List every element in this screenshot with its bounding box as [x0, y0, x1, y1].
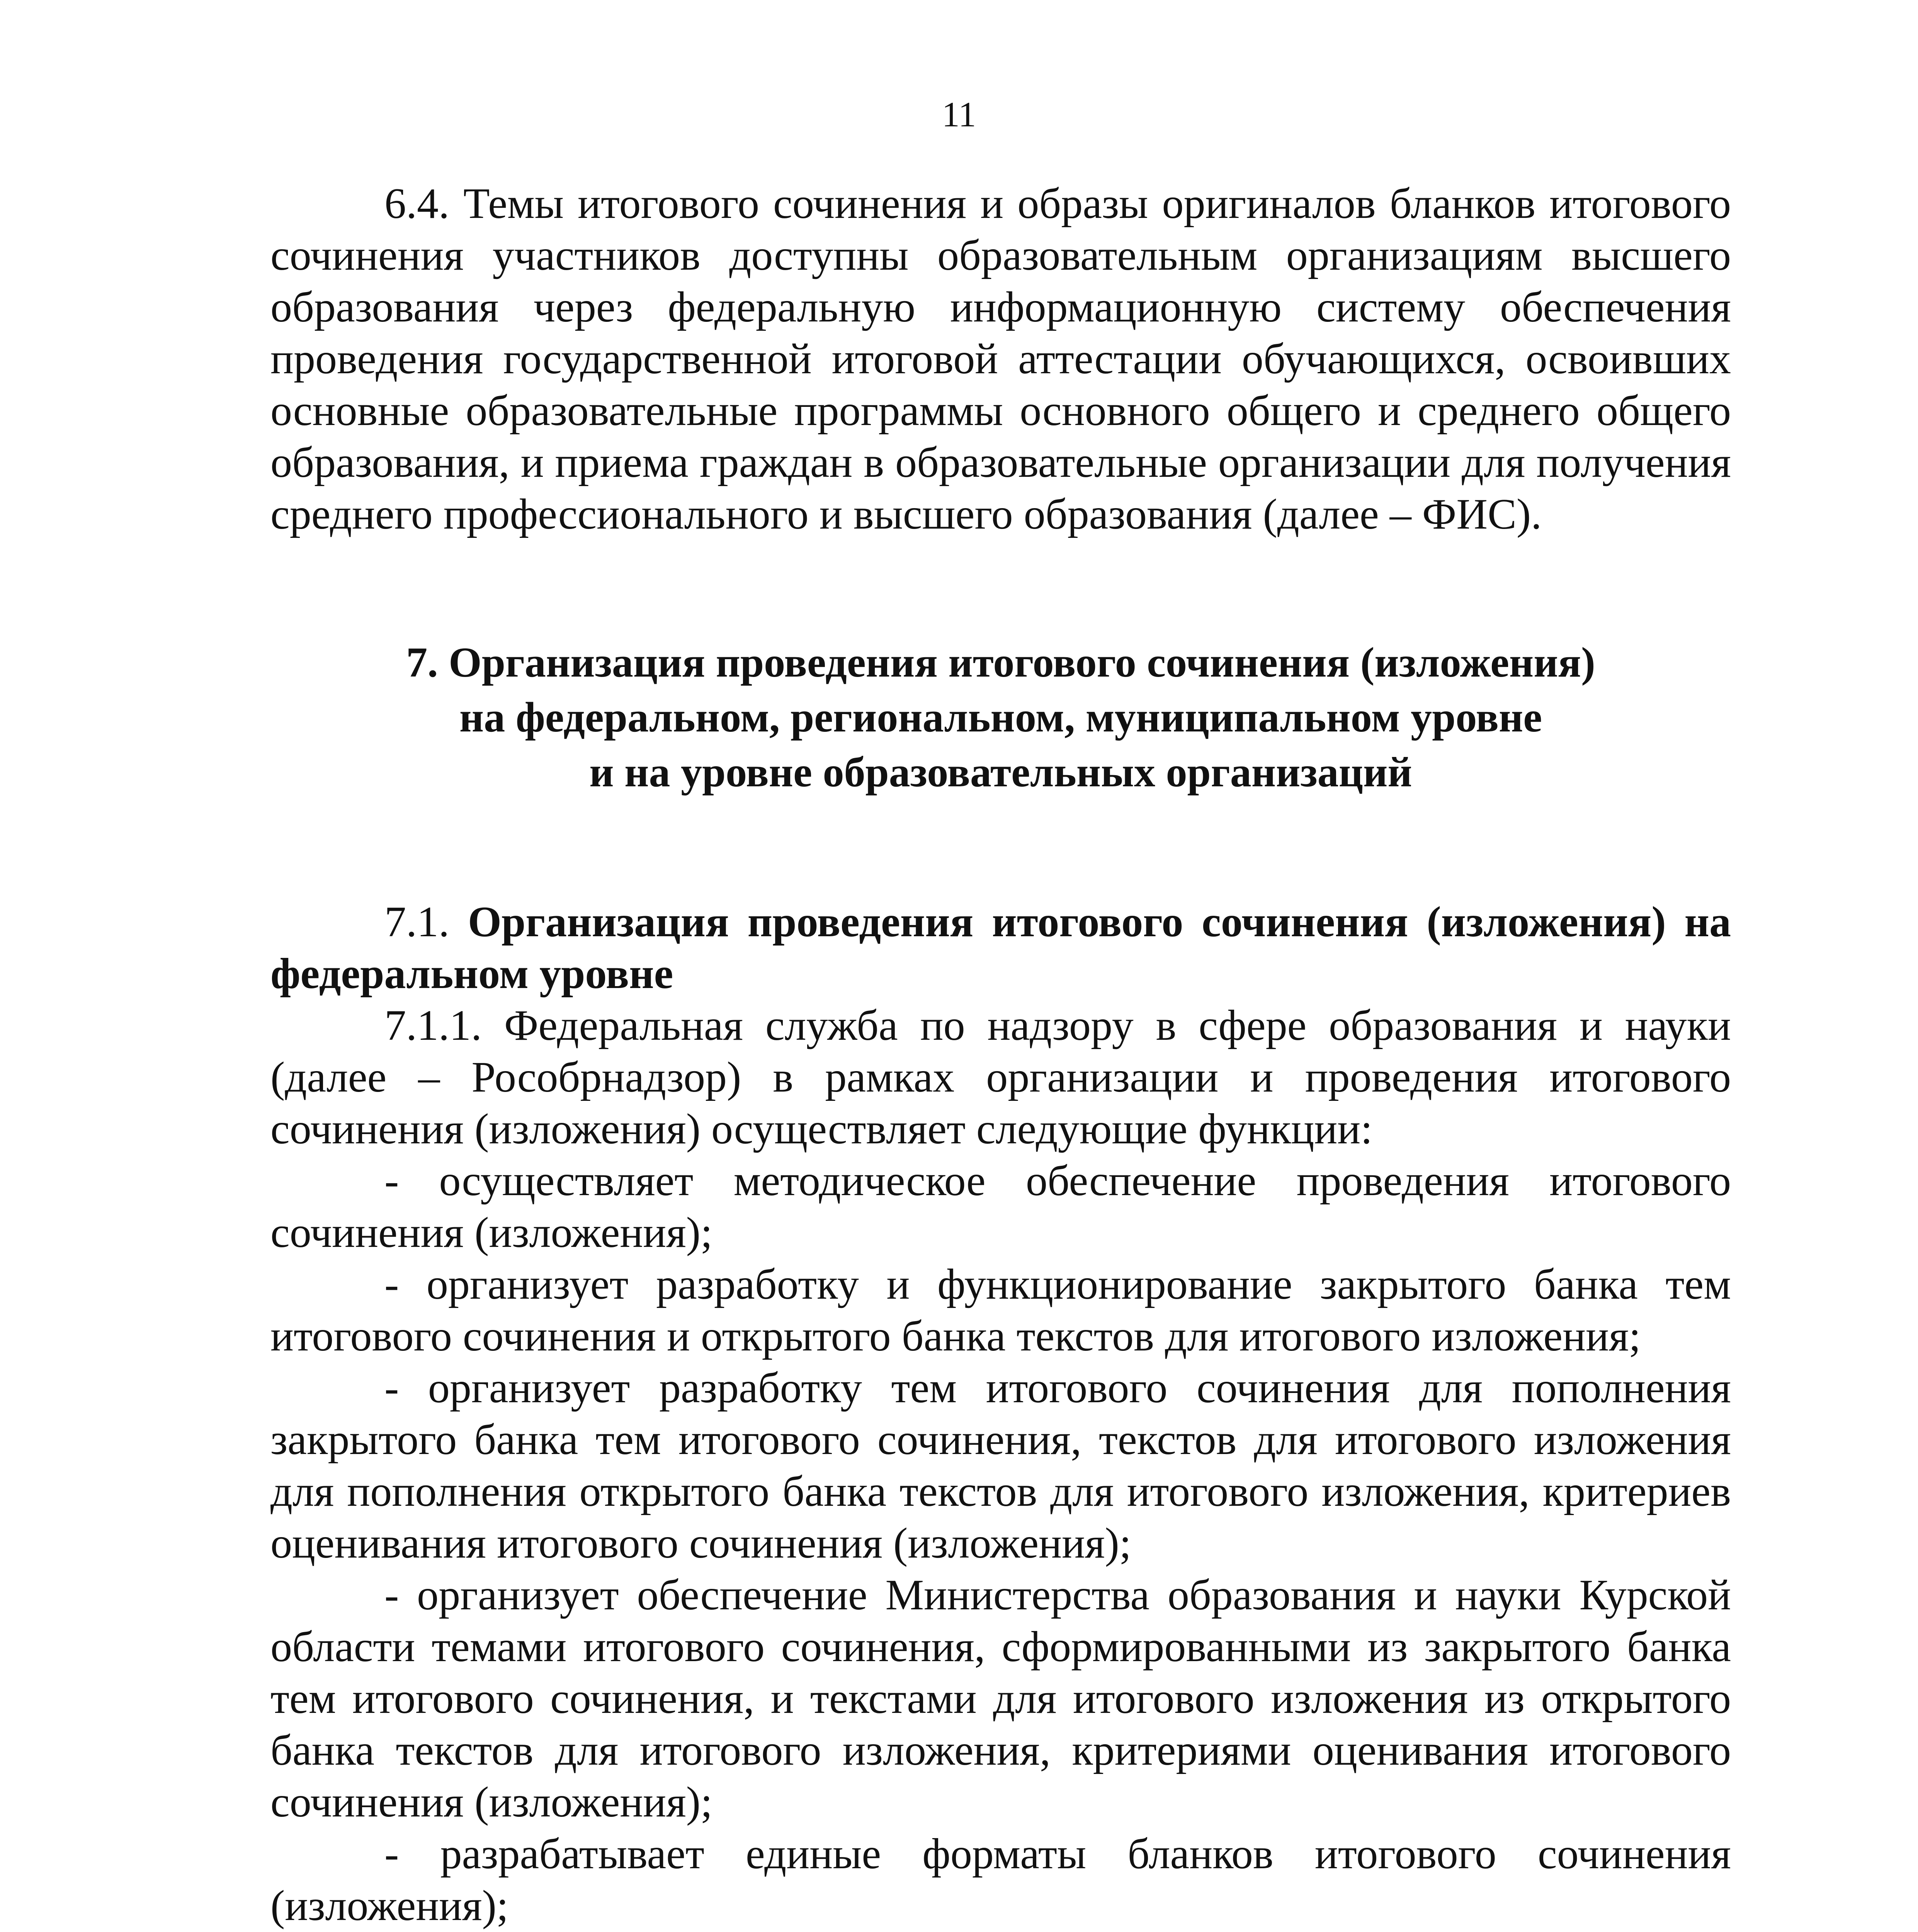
paragraph-7-1-1: 7.1.1. Федеральная служба по надзору в сфере образования и науки (далее – Рособрнадзор) в рамках организации и проведения итогового сочинения (изложения) осуществляет следующие функции: [270, 1002, 1731, 1153]
list-item: - организует разработку и функционирование закрытого банка тем итогового сочинения и открытого банка текстов для итогового изложения; [270, 1260, 1731, 1360]
paragraph-6-4: 6.4. Темы итогового сочинения и образы оригиналов бланков итогового сочинения участников доступны образовательным организациям высшего образования через федеральную информационную систему обеспечения проведения государственной итоговой аттестации обучающихся, освоивших основные образовательные программы основного общего и среднего общего образования, и приема граждан в образовательные организации для получения среднего профессионального и высшего образования (далее – ФИС). [270, 180, 1731, 538]
list-item: - организует обеспечение Министерства образования и науки Курской области темами итогового сочинения, сформированными из закрытого банка тем итогового сочинения, и текстами для итогового изложения из открытого банка текстов для итогового изложения, критериями оценивания итогового сочинения (изложения); [270, 1571, 1731, 1826]
page-content [270, 178, 1731, 1932]
section-7-heading-line: 7. Организация проведения итогового сочинения (изложения) [406, 639, 1595, 686]
section-7-heading [270, 635, 1731, 799]
subsection-7-1-number: 7.1. [384, 898, 449, 946]
subsection-7-1-title: Организация проведения итогового сочинения (изложения) на федеральном уровне [270, 898, 1731, 998]
functions-list [270, 1155, 1731, 1932]
page-number: 11 [942, 95, 976, 134]
list-item: - разрабатывает единые форматы бланков итогового сочинения (изложения); [270, 1830, 1731, 1930]
section-7-heading-line: на федеральном, региональном, муниципальном уровне [459, 694, 1542, 741]
section-7-heading-line: и на уровне образовательных организаций [589, 748, 1412, 796]
list-item: - организует разработку тем итогового сочинения для пополнения закрытого банка тем итогового сочинения, текстов для итогового изложения для пополнения открытого банка текстов для итогового изложения, критериев оценивания итогового сочинения (изложения); [270, 1364, 1731, 1567]
subsection-7-1-heading [270, 896, 1731, 1000]
list-item: - осуществляет методическое обеспечение проведения итогового сочинения (изложения); [270, 1157, 1731, 1257]
